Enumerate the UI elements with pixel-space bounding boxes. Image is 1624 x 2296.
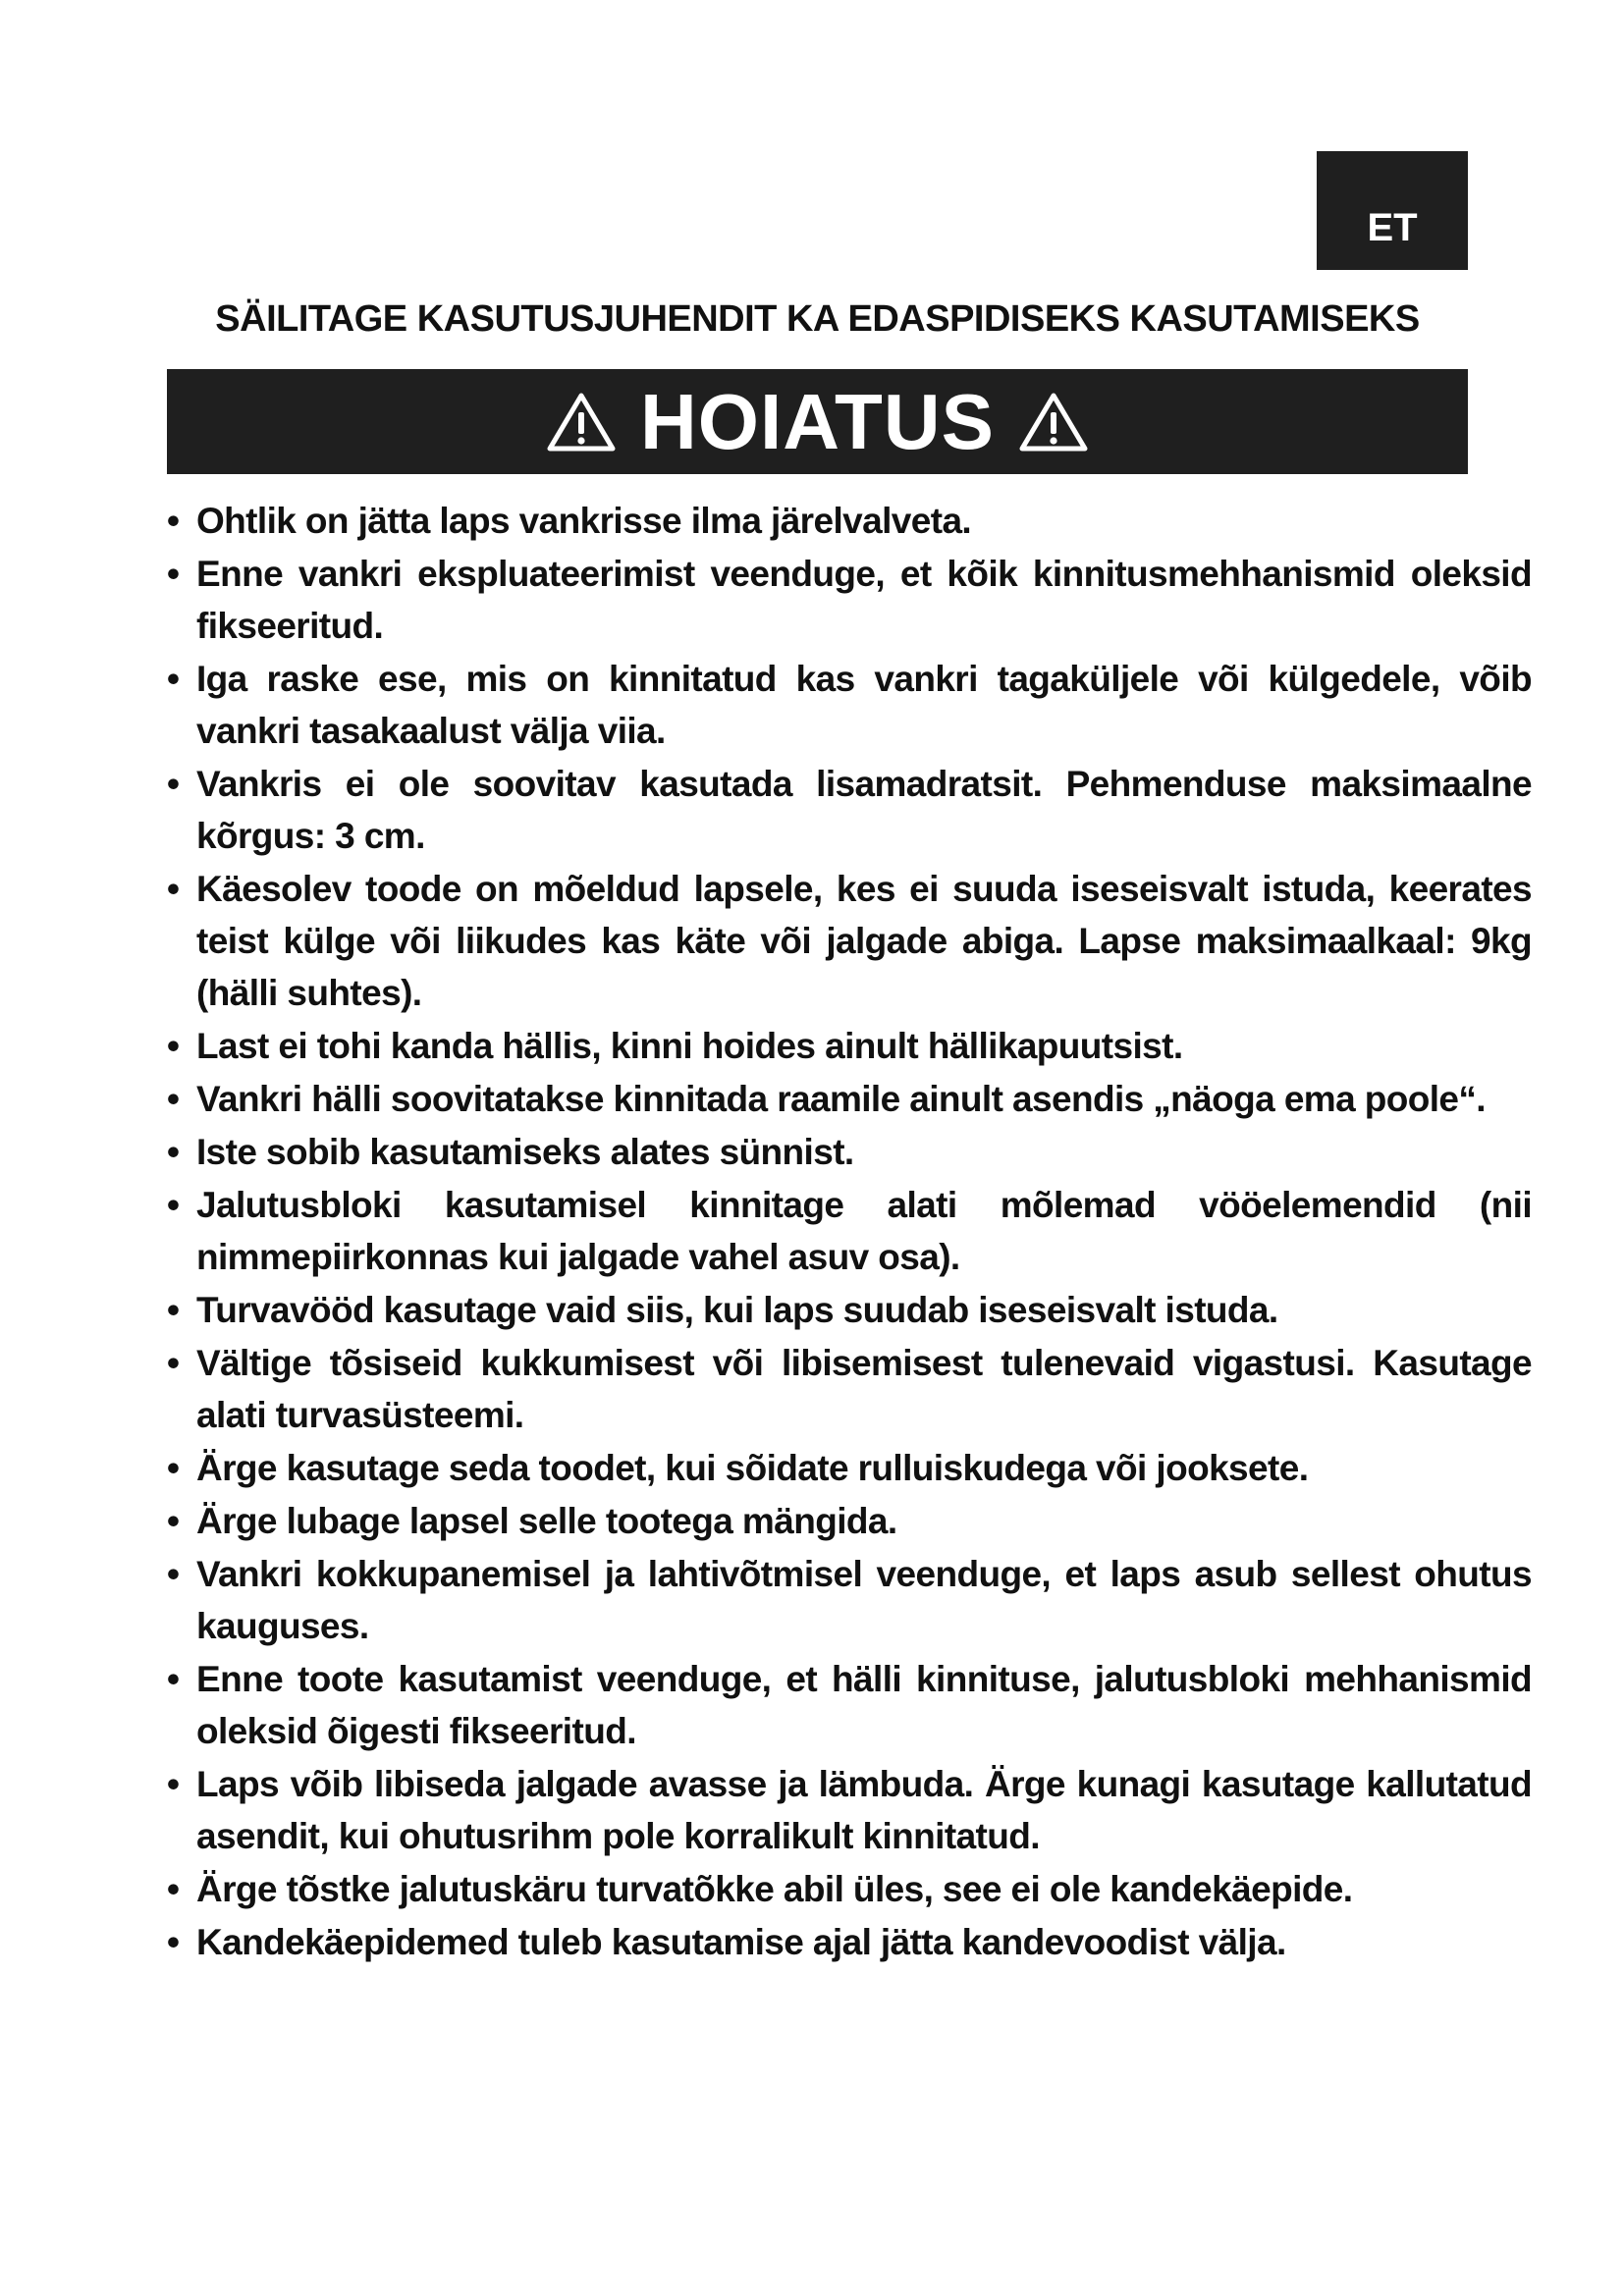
list-item (167, 1548, 1532, 1652)
list-item (167, 1653, 1532, 1757)
list-item (167, 1020, 1532, 1072)
keep-manual-notice: SÄILITAGE KASUTUSJUHENDIT KA EDASPIDISEKS KASUTAMISEKS (215, 298, 1420, 340)
bullet-dot: • (167, 1026, 180, 1066)
bullet-dot: • (167, 501, 180, 541)
warning-triangle-icon (1018, 391, 1089, 454)
list-item-text: Last ei tohi kanda hällis, kinni hoides ainult hällikapuutsist. (196, 1026, 1183, 1066)
bullet-dot: • (167, 1659, 180, 1699)
list-item-text: Ärge kasutage seda toodet, kui sõidate rulluiskudega või jooksete. (196, 1448, 1309, 1488)
bullet-dot: • (167, 1869, 180, 1909)
list-item (167, 653, 1532, 757)
warning-list (167, 495, 1532, 1969)
bullet-dot: • (167, 1290, 180, 1330)
list-item-text: Laps võib libiseda jalgade avasse ja lämbuda. Ärge kunagi kasutage kallutatud asendit, kui ohutusrihm pole korralikult kinnitatud. (196, 1764, 1532, 1856)
list-item (167, 495, 1532, 547)
bullet-dot: • (167, 554, 180, 594)
list-item (167, 758, 1532, 862)
list-item (167, 1179, 1532, 1283)
bullet-dot: • (167, 869, 180, 909)
list-item-text: Ärge lubage lapsel selle tootega mängida. (196, 1501, 897, 1541)
list-item (167, 1126, 1532, 1178)
list-item (167, 1495, 1532, 1547)
list-item-text: Iga raske ese, mis on kinnitatud kas vankri tagaküljele või külgedele, võib vankri tasakaalust välja viia. (196, 659, 1532, 751)
list-item-text: Jalutusbloki kasutamisel kinnitage alati mõlemad vööelemendid (nii nimmepiirkonnas kui jalgade vahel asuv osa). (196, 1185, 1532, 1277)
list-item (167, 1442, 1532, 1494)
list-item (167, 863, 1532, 1019)
bullet-dot: • (167, 1079, 180, 1119)
bullet-dot: • (167, 1554, 180, 1594)
list-item-text: Turvavööd kasutage vaid siis, kui laps suudab iseseisvalt istuda. (196, 1290, 1278, 1330)
list-item (167, 1073, 1532, 1125)
bullet-dot: • (167, 1448, 180, 1488)
bullet-dot: • (167, 659, 180, 699)
warning-title: HOIATUS (639, 377, 996, 465)
list-item-text: Enne vankri ekspluateerimist veenduge, et kõik kinnitusmehhanismid oleksid fikseeritud. (196, 554, 1532, 646)
list-item (167, 1284, 1532, 1336)
bullet-dot: • (167, 1132, 180, 1172)
warning-banner (167, 369, 1468, 474)
list-item-text: Ärge tõstke jalutuskäru turvatõkke abil üles, see ei ole kandekäepide. (196, 1869, 1353, 1909)
bullet-dot: • (167, 764, 180, 804)
list-item-text: Vankri hälli soovitatakse kinnitada raamile ainult asendis „näoga ema poole“. (196, 1079, 1486, 1119)
list-item-text: Kandekäepidemed tuleb kasutamise ajal jätta kandevoodist välja. (196, 1922, 1286, 1962)
list-item-text: Vältige tõsiseid kukkumisest või libisemisest tulenevaid vigastusi. Kasutage alati turvasüsteemi. (196, 1343, 1532, 1435)
bullet-dot: • (167, 1501, 180, 1541)
list-item-text: Ohtlik on jätta laps vankrisse ilma järelvalveta. (196, 501, 972, 541)
list-item-text: Enne toote kasutamist veenduge, et hälli kinnituse, jalutusbloki mehhanismid oleksid õigesti fikseeritud. (196, 1659, 1532, 1751)
language-code: ET (1367, 206, 1418, 249)
bullet-dot: • (167, 1343, 180, 1383)
list-item (167, 1916, 1532, 1968)
list-item (167, 1337, 1532, 1441)
list-item-text: Vankri kokkupanemisel ja lahtivõtmisel veenduge, et laps asub sellest ohutus kauguses. (196, 1554, 1532, 1646)
bullet-dot: • (167, 1922, 180, 1962)
bullet-dot: • (167, 1764, 180, 1804)
language-badge (1317, 151, 1468, 270)
list-item (167, 1758, 1532, 1862)
list-item (167, 548, 1532, 652)
bullet-dot: • (167, 1185, 180, 1225)
list-item (167, 1863, 1532, 1915)
warning-triangle-icon (546, 391, 617, 454)
list-item-text: Vankris ei ole soovitav kasutada lisamadratsit. Pehmenduse maksimaalne kõrgus: 3 cm. (196, 764, 1532, 856)
list-item-text: Käesolev toode on mõeldud lapsele, kes ei suuda iseseisvalt istuda, keerates teist külge või liikudes kas käte või jalgade abiga. Lapse maksimaalkaal: 9kg (hälli suhtes). (196, 869, 1532, 1013)
list-item-text: Iste sobib kasutamiseks alates sünnist. (196, 1132, 854, 1172)
